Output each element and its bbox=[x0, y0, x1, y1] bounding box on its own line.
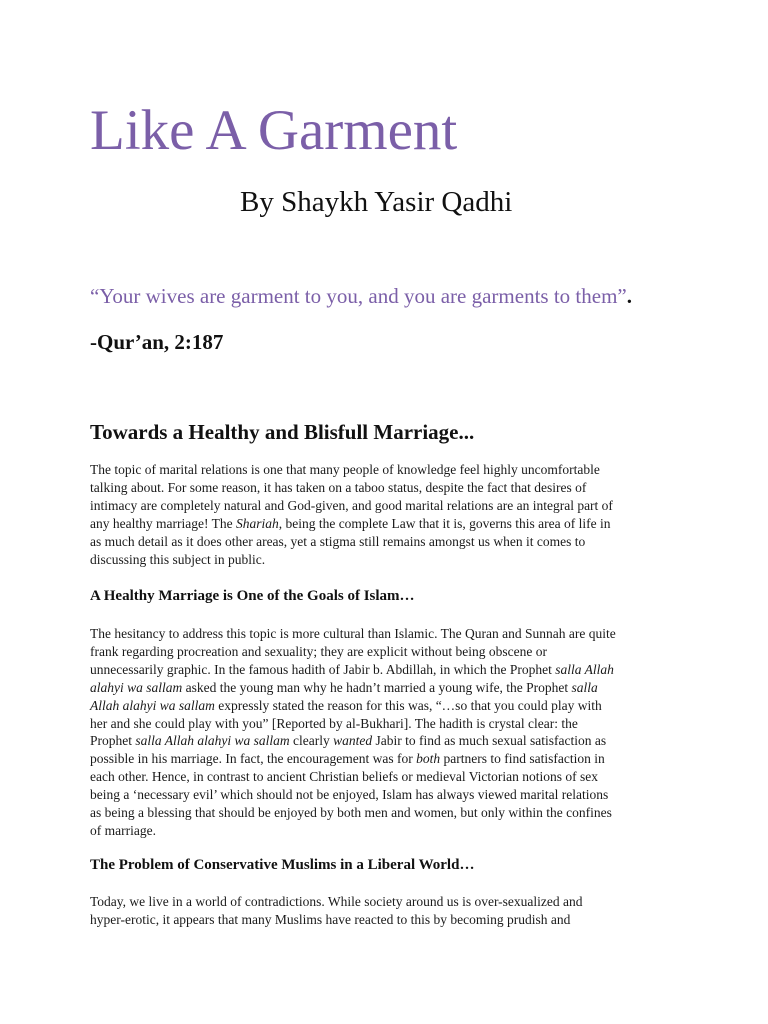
quote-citation: -Qur’an, 2:187 bbox=[90, 330, 224, 354]
quote-text: “Your wives are garment to you, and you are garments to them” bbox=[90, 284, 627, 308]
quote-period: . bbox=[626, 284, 632, 308]
quran-quote bbox=[90, 282, 632, 310]
italic-term: salla Allah alahyi wa sallam bbox=[135, 733, 290, 749]
text-line: discussing this subject in public. bbox=[90, 551, 266, 567]
text-run: clearly bbox=[289, 733, 334, 749]
text-line: her and she could play with you” [Reported by al-Bukhari]. The hadith is crystal clear: the bbox=[90, 715, 578, 731]
paragraph-intro bbox=[90, 461, 690, 568]
text-run: expressly stated the reason for this was, “…so that you could play with bbox=[214, 697, 602, 713]
paragraph-hadith bbox=[90, 625, 690, 840]
text-run: Jabir to find as much sexual satisfaction as bbox=[372, 733, 607, 749]
text-line: being a ‘necessary evil’ which should not be enjoyed, Islam has always viewed marital relations bbox=[90, 787, 609, 803]
text-run: , being the complete Law that it is, governs this area of life in bbox=[278, 515, 611, 531]
italic-term: Allah alahyi wa sallam bbox=[90, 697, 215, 713]
text-line bbox=[90, 750, 690, 768]
text-run: unnecessarily graphic. In the famous hadith of Jabir b. Abdillah, in which the Prophet bbox=[90, 661, 556, 677]
author-byline: By Shaykh Yasir Qadhi bbox=[240, 186, 513, 218]
italic-term: salla bbox=[571, 679, 598, 695]
paragraph-contradictions bbox=[90, 893, 690, 929]
text-line: The topic of marital relations is one that many people of knowledge feel highly uncomfortable bbox=[90, 462, 600, 477]
text-line bbox=[90, 732, 690, 750]
text-line: Today, we live in a world of contradictions. While society around us is over-sexualized and bbox=[90, 894, 583, 909]
text-line bbox=[90, 661, 690, 679]
document-title: Like A Garment bbox=[90, 99, 458, 162]
text-line bbox=[90, 697, 690, 715]
text-line: as being a blessing that should be enjoyed by both men and women, but only within the confines bbox=[90, 805, 612, 821]
section-heading-healthy-marriage: Towards a Healthy and Blisfull Marriage... bbox=[90, 420, 475, 444]
text-line: talking about. For some reason, it has taken on a taboo status, despite the fact that desires of bbox=[90, 479, 587, 495]
text-run: possible in his marriage. In fact, the encouragement was for bbox=[90, 751, 417, 767]
text-run: partners to find satisfaction in bbox=[440, 751, 605, 767]
italic-term: alahyi wa sallam bbox=[90, 679, 183, 695]
text-line: each other. Hence, in contrast to ancient Christian beliefs or medieval Victorian notions of sex bbox=[90, 769, 599, 785]
italic-term: both bbox=[416, 751, 441, 767]
text-line: as much detail as it does other areas, yet a stigma still remains amongst us when it comes to bbox=[90, 533, 586, 549]
subheading-goals-of-islam: A Healthy Marriage is One of the Goals of Islam… bbox=[90, 588, 415, 604]
text-line: of marriage. bbox=[90, 822, 156, 838]
text-run: asked the young man why he hadn’t married a young wife, the Prophet bbox=[182, 679, 572, 695]
text-line: The hesitancy to address this topic is more cultural than Islamic. The Quran and Sunnah are quite bbox=[90, 626, 616, 641]
text-line: intimacy are completely natural and God-given, and good marital relations are an integral part of bbox=[90, 497, 613, 513]
italic-term: wanted bbox=[333, 733, 373, 749]
text-line bbox=[90, 679, 690, 697]
text-line: hyper-erotic, it appears that many Muslims have reacted to this by becoming prudish and bbox=[90, 911, 571, 927]
italic-term: salla Allah bbox=[555, 661, 614, 677]
text-run: any healthy marriage! The bbox=[90, 515, 236, 531]
text-run: Prophet bbox=[90, 733, 136, 749]
italic-term: Shariah bbox=[235, 515, 279, 531]
text-line bbox=[90, 515, 690, 533]
text-line: frank regarding procreation and sexuality; they are explicit without being obscene or bbox=[90, 643, 547, 659]
subheading-conservative-muslims: The Problem of Conservative Muslims in a Liberal World… bbox=[90, 857, 475, 873]
